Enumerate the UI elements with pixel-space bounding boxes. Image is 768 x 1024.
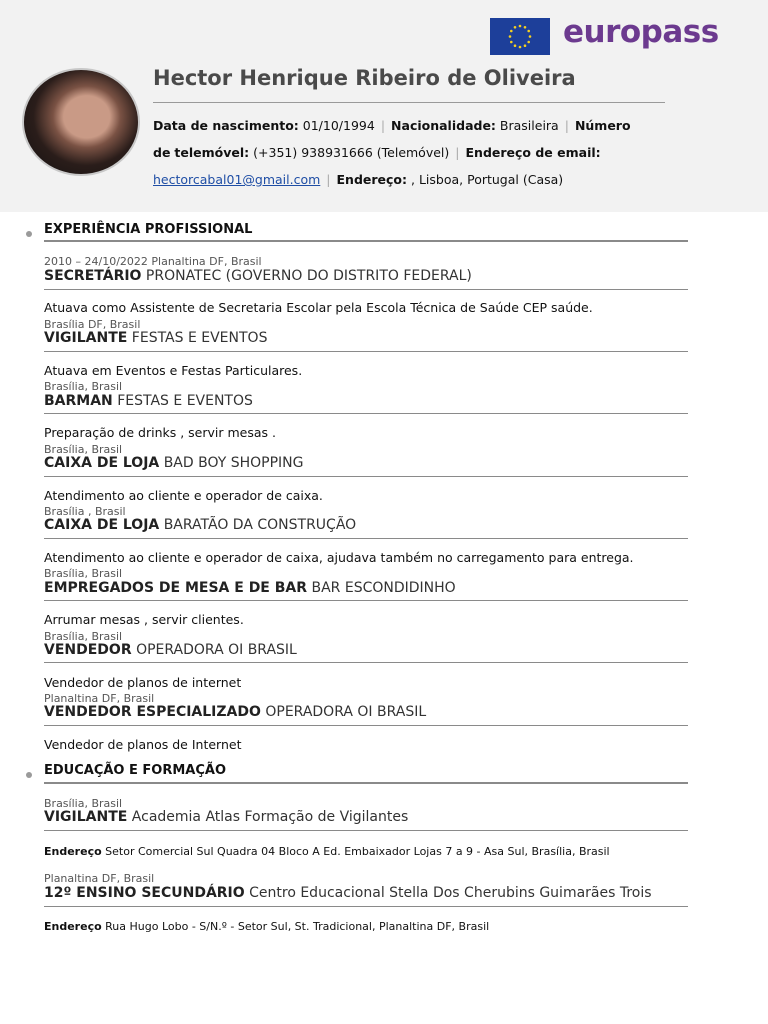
entry-title [44,885,652,901]
entry-description: Vendedor de planos de Internet [44,737,242,752]
birth-label: Data de nascimento: [153,118,299,133]
entry-title [44,268,472,284]
section-divider [44,240,688,242]
entry-role: CAIXA DE LOJA [44,455,160,471]
entry-meta: Brasília , Brasil [44,505,126,518]
address-value: , Lisboa, Portugal (Casa) [411,172,564,187]
section-divider [44,782,688,784]
entry-divider [44,289,688,290]
nationality-label: Nacionalidade: [391,118,496,133]
phone-label-part2: telemóvel: [174,145,250,160]
address-value: Rua Hugo Lobo - S/N.º - Setor Sul, St. Tradicional, Planaltina DF, Brasil [105,920,490,933]
entry-title [44,580,456,596]
entry-meta: Brasília, Brasil [44,630,123,643]
entry-org: BAD BOY SHOPPING [163,455,304,471]
email-label: Endereço de email: [465,145,601,160]
entry-title [44,393,253,409]
entry-role: 12º ENSINO SECUNDÁRIO [44,885,245,901]
entry-divider [44,662,688,663]
section-bullet [26,231,32,237]
email-link[interactable]: hectorcabal01@gmail.com [153,172,321,187]
entry-meta: Brasília, Brasil [44,443,123,456]
address-label: Endereço [44,920,102,933]
entry-role: VIGILANTE [44,809,128,825]
entry-org: Centro Educacional Stella Dos Cherubins Guimarães Trois [249,885,652,901]
personal-info: Data de nascimento: 01/10/1994 | Nacionalidade: Brasileira | Número de telemóvel: (+351) 938931666 (Telemóvel) | Endereço de email: hectorcabal01@gmail.com | Endereço: , Lisboa, Portugal (Casa) [153,118,631,187]
person-name: Hector Henrique Ribeiro de Oliveira [153,66,576,90]
entry-title [44,455,304,471]
entry-divider [44,725,688,726]
address-label: Endereço [44,845,102,858]
entry-description: Atendimento ao cliente e operador de caixa. [44,488,323,503]
entry-title [44,330,267,346]
entry-description: Preparação de drinks , servir mesas . [44,425,276,440]
entry-role: EMPREGADOS DE MESA E DE BAR [44,580,308,596]
entry-org: OPERADORA OI BRASIL [136,642,297,658]
entry-address [44,845,610,858]
cv-header [0,0,768,212]
entry-description: Atendimento ao cliente e operador de caixa, ajudava também no carregamento para entrega. [44,550,634,565]
entry-meta: Brasília, Brasil [44,797,123,810]
entry-description: Vendedor de planos de internet [44,675,242,690]
entry-address [44,920,489,933]
name-divider [153,102,665,103]
phone-label-part1: Número de [153,118,631,160]
europass-logo: europass [563,14,719,50]
section-bullet [26,772,32,778]
entry-role: CAIXA DE LOJA [44,517,160,533]
address-value: Setor Comercial Sul Quadra 04 Bloco A Ed. Embaixador Lojas 7 a 9 - Asa Sul, Brasília, Brasil [105,845,610,858]
entry-org: FESTAS E EVENTOS [131,330,268,346]
entry-title [44,704,426,720]
address-label: Endereço: [336,172,408,187]
entry-divider [44,413,688,414]
entry-meta: Brasília DF, Brasil [44,318,141,331]
entry-meta: Brasília, Brasil [44,380,123,393]
entry-divider [44,906,688,907]
entry-org: PRONATEC (GOVERNO DO DISTRITO FEDERAL) [145,268,472,284]
entry-description: Atuava em Eventos e Festas Particulares. [44,363,303,378]
education-section-title: EDUCAÇÃO E FORMAÇÃO [44,763,227,778]
entry-org: FESTAS E EVENTOS [117,393,253,409]
entry-meta: 2010 – 24/10/2022 Planaltina DF, Brasil [44,255,262,268]
entry-title [44,517,356,533]
entry-role: VENDEDOR [44,642,132,658]
nationality-value: Brasileira [499,118,559,133]
entry-role: VENDEDOR ESPECIALIZADO [44,704,261,720]
entry-role: VIGILANTE [44,330,128,346]
entry-divider [44,600,688,601]
entry-title [44,809,408,825]
entry-org: BARATÃO DA CONSTRUÇÃO [163,517,357,533]
entry-role: BARMAN [44,393,113,409]
entry-divider [44,830,688,831]
entry-org: Academia Atlas Formação de Vigilantes [131,809,409,825]
entry-org: BAR ESCONDIDINHO [311,580,456,596]
eu-flag-icon [490,18,550,55]
entry-meta: Planaltina DF, Brasil [44,692,155,705]
entry-divider [44,476,688,477]
entry-meta: Brasília, Brasil [44,567,123,580]
birth-value: 01/10/1994 [302,118,375,133]
profile-photo [22,68,140,176]
entry-meta: Planaltina DF, Brasil [44,872,155,885]
entry-description: Arrumar mesas , servir clientes. [44,612,244,627]
phone-value: (+351) 938931666 (Telemóvel) [253,145,450,160]
entry-role: SECRETÁRIO [44,268,142,284]
entry-divider [44,351,688,352]
entry-description: Atuava como Assistente de Secretaria Escolar pela Escola Técnica de Saúde CEP saúde. [44,300,593,315]
entry-divider [44,538,688,539]
entry-title [44,642,297,658]
entry-org: OPERADORA OI BRASIL [265,704,427,720]
experience-section-title: EXPERIÊNCIA PROFISSIONAL [44,222,253,237]
